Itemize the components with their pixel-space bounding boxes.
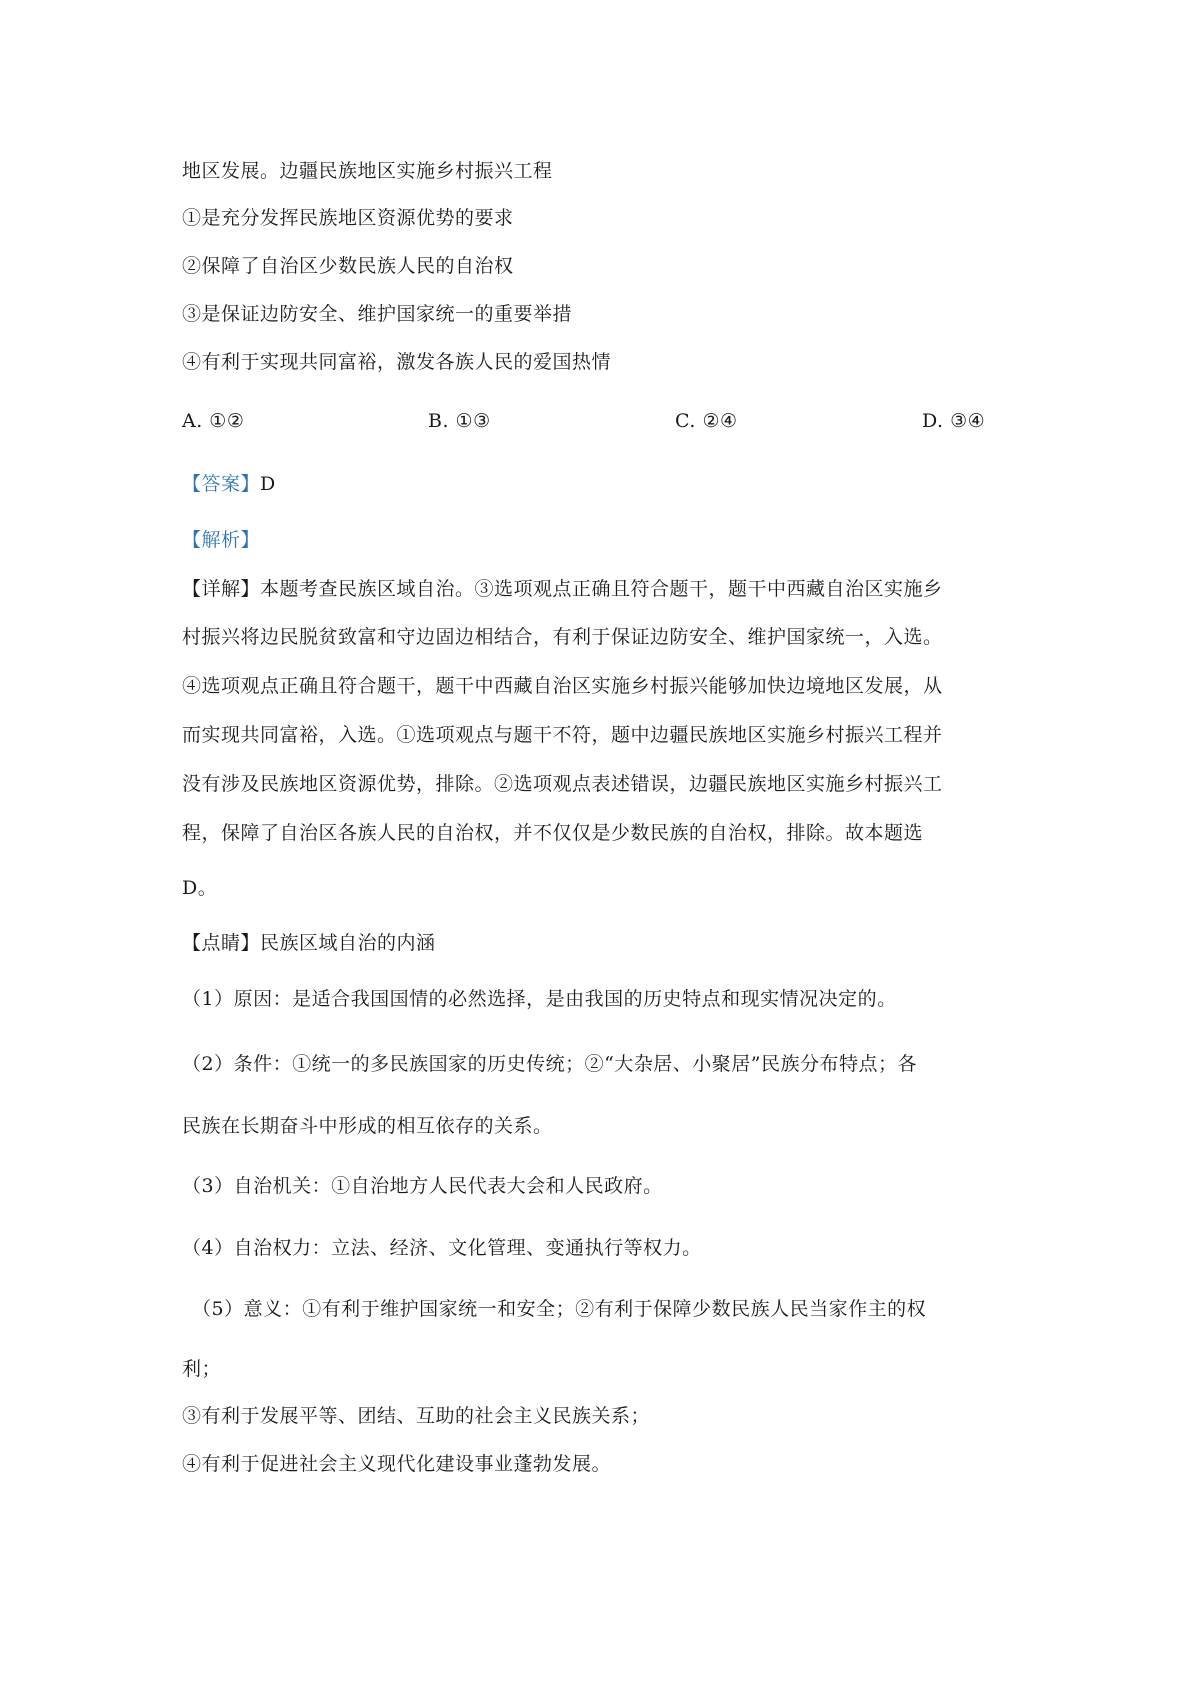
detail-line-6: 程，保障了自治区各族人民的自治权，并不仅仅是少数民族的自治权，排除。故本题选 [182,822,924,844]
detail-line-1: 【详解】本题考查民族区域自治。③选项观点正确且符合题干，题干中西藏自治区实施乡 [182,578,943,600]
detail-line-3: ④选项观点正确且符合题干，题干中西藏自治区实施乡村振兴能够加快边境地区发展，从 [182,675,943,697]
option-a: A. ①② [182,410,245,432]
option-c: C. ②④ [675,410,738,432]
statement-3: ③是保证边防安全、维护国家统一的重要举措 [182,303,573,325]
analysis-label: 【解析】 [182,529,261,551]
detail-line-7: D。 [182,877,218,899]
statement-1: ①是充分发挥民族地区资源优势的要求 [182,207,514,229]
statement-4: ④有利于实现共同富裕，激发各族人民的爱国热情 [182,351,612,373]
answer-value: D [260,473,276,495]
tips-line-5: （4）自治权力：立法、经济、文化管理、变通执行等权力。 [182,1237,702,1259]
tips-line-7: 利； [182,1358,222,1380]
tips-line-9: ④有利于促进社会主义现代化建设事业蓬勃发展。 [182,1453,612,1475]
tips-line-4: （3）自治机关：①自治地方人民代表大会和人民政府。 [182,1175,663,1197]
tips-title: 【点睛】民族区域自治的内涵 [182,932,436,954]
answer-line [182,471,276,497]
option-b: B. ①③ [428,410,491,432]
question-stem: 地区发展。边疆民族地区实施乡村振兴工程 [182,160,553,182]
tips-line-2: （2）条件：①统一的多民族国家的历史传统；②“大杂居、小聚居”民族分布特点；各 [182,1053,918,1075]
tips-line-3: 民族在长期奋斗中形成的相互依存的关系。 [182,1115,553,1137]
tips-line-1: （1）原因：是适合我国国情的必然选择，是由我国的历史特点和现实情况决定的。 [182,988,897,1010]
statement-2: ②保障了自治区少数民族人民的自治权 [182,255,514,277]
tips-line-8: ③有利于发展平等、团结、互助的社会主义民族关系； [182,1405,651,1427]
tips-line-6: （5）意义：①有利于维护国家统一和安全；②有利于保障少数民族人民当家作主的权 [192,1298,927,1320]
detail-line-4: 而实现共同富裕，入选。①选项观点与题干不符，题中边疆民族地区实施乡村振兴工程并 [182,724,943,746]
answer-label: 【答案】 [182,473,261,495]
detail-line-2: 村振兴将边民脱贫致富和守边固边相结合，有利于保证边防安全、维护国家统一，入选。 [182,626,943,648]
detail-line-5: 没有涉及民族地区资源优势，排除。②选项观点表述错误，边疆民族地区实施乡村振兴工 [182,773,943,795]
option-d: D. ③④ [922,410,986,432]
